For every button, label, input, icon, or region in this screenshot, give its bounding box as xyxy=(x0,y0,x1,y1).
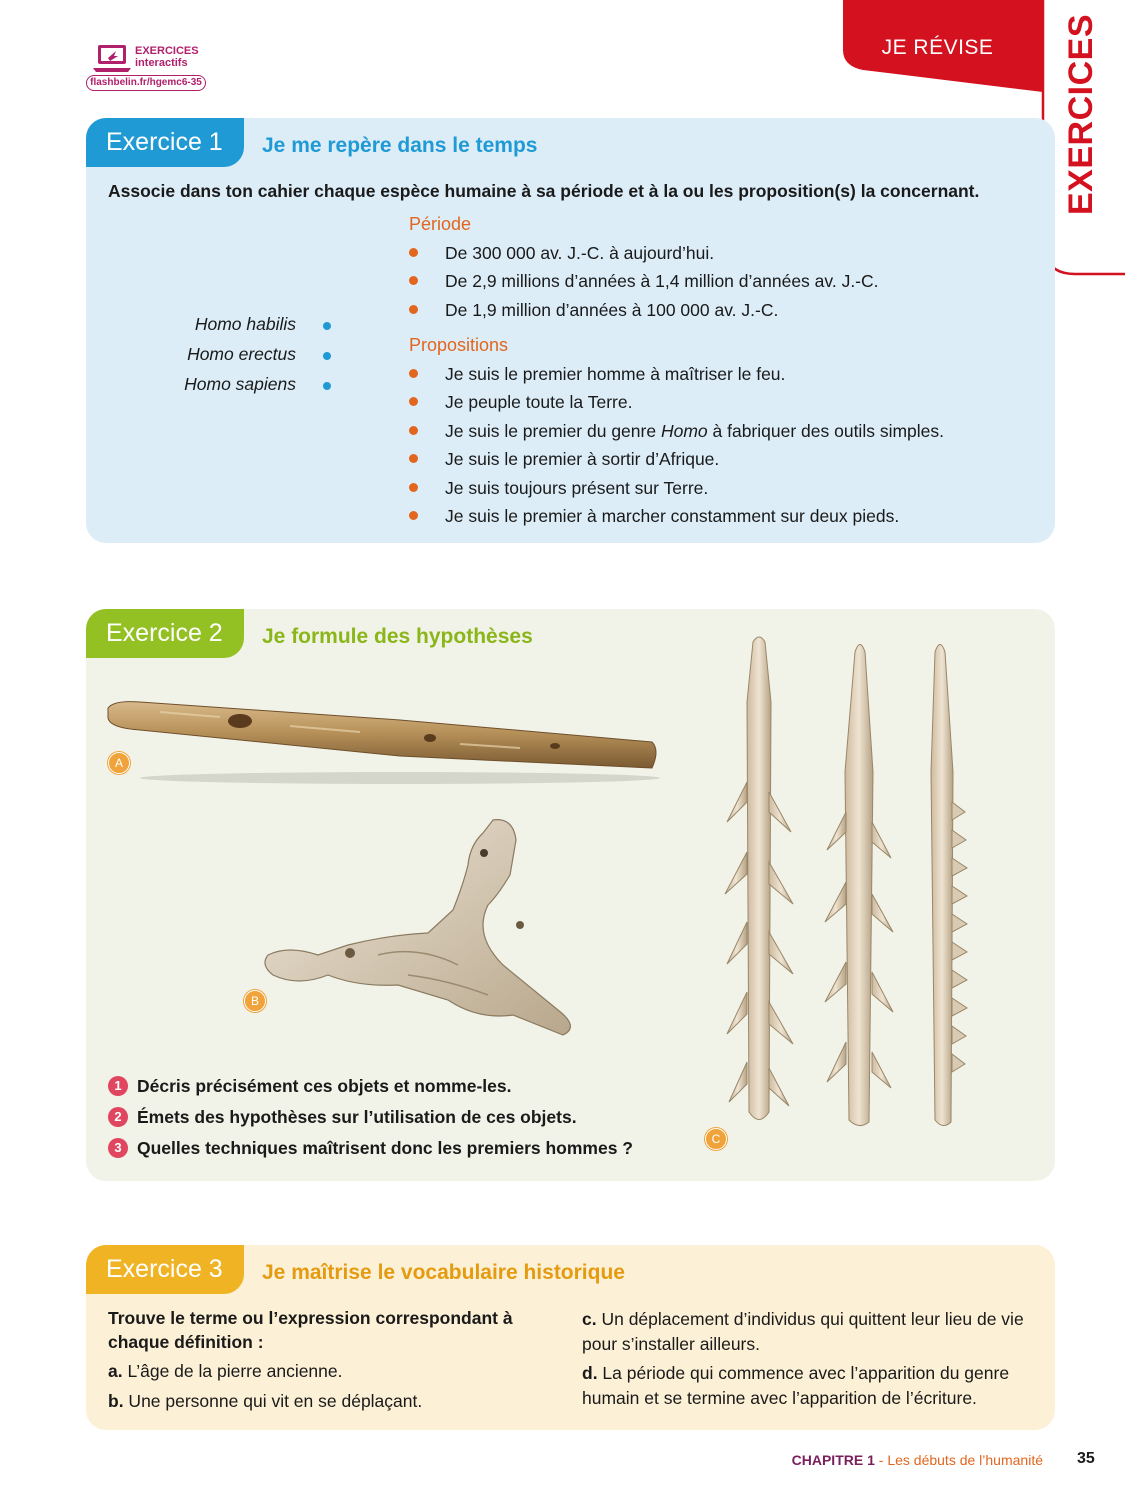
definition-b-letter: b. xyxy=(108,1391,124,1411)
side-exercices-title xyxy=(1060,14,1100,215)
period-item xyxy=(409,270,1029,298)
definition-a-letter: a. xyxy=(108,1361,123,1381)
proposition-text: Je suis le premier à marcher constamment sur deux pieds. xyxy=(445,505,900,526)
bullet xyxy=(409,369,418,378)
proposition-italic: Homo xyxy=(660,420,708,441)
bullet xyxy=(409,511,418,520)
question-number-3: 3 xyxy=(108,1138,128,1158)
definition-d-letter: d. xyxy=(582,1363,598,1383)
species-homo-habilis: Homo habilis xyxy=(194,314,296,334)
badge-line2: interactifs xyxy=(135,57,188,69)
label-a: A xyxy=(108,752,130,774)
period-heading: Période xyxy=(409,214,472,234)
period-text: De 300 000 av. J.-C. à aujourd’hui. xyxy=(445,243,715,263)
footer-chapter-title: Les débuts de l’humanité xyxy=(887,1452,1043,1468)
proposition-item xyxy=(409,448,1029,476)
bullet xyxy=(409,426,418,435)
definition-a-text: L’âge de la pierre ancienne. xyxy=(122,1361,343,1381)
label-c: C xyxy=(705,1128,727,1150)
exercise3-intro: Trouve le terme ou l’expression correspondant à chaque définition : xyxy=(108,1308,513,1352)
species-dot-2 xyxy=(323,352,331,360)
period-text: De 1,9 million d’années à 100 000 av. J.-C. xyxy=(445,299,779,320)
page-number: 35 xyxy=(1077,1450,1095,1467)
species-homo-sapiens: Homo sapiens xyxy=(184,374,296,394)
footer-chapter xyxy=(792,1452,1043,1468)
question-2: Émets des hypothèses sur l’utilisation de ces objets. xyxy=(137,1107,577,1127)
species-dot-3 xyxy=(323,382,331,390)
exercise1-instruction: Associe dans ton cahier chaque espèce humaine à sa période et à la ou les proposition(s) la concernant. xyxy=(108,181,980,201)
badge-line1: EXERCICES xyxy=(135,45,199,57)
period-text: De 2,9 millions d’années à 1,4 million d’années av. J.-C. xyxy=(445,271,879,292)
definition-c-letter: c. xyxy=(582,1309,597,1329)
bullet xyxy=(409,248,418,257)
propositions-heading: Propositions xyxy=(409,335,509,355)
question-number-2: 2 xyxy=(108,1107,128,1127)
footer-chapter-number: CHAPITRE 1 xyxy=(791,1452,875,1468)
period-item xyxy=(409,242,1029,270)
bullet xyxy=(409,454,418,463)
exercise1-tab: Exercice 1 xyxy=(86,118,244,167)
proposition-text: Je suis le premier homme à maîtriser le feu. xyxy=(445,364,786,384)
period-list xyxy=(409,242,1029,327)
bullet xyxy=(409,276,418,285)
bullet xyxy=(409,305,418,314)
exercise3-tab: Exercice 3 xyxy=(86,1245,244,1294)
proposition-item xyxy=(409,420,1029,448)
question-1: Décris précisément ces objets et nomme-les. xyxy=(137,1076,512,1096)
proposition-text: Je suis le premier à sortir d’Afrique. xyxy=(445,449,720,470)
definition-d xyxy=(582,1361,1037,1411)
proposition-text: Je suis le premier du genre xyxy=(445,420,661,441)
species-dot-1 xyxy=(323,322,331,330)
bone-flute-image xyxy=(100,690,665,790)
definition-a xyxy=(108,1360,548,1382)
bullet xyxy=(409,483,418,492)
propositions-list xyxy=(409,363,1029,533)
footer-separator: - xyxy=(874,1452,888,1468)
question-number-1: 1 xyxy=(108,1076,128,1096)
carved-spear-thrower-image xyxy=(258,815,583,1045)
label-b: B xyxy=(244,990,266,1012)
definition-b xyxy=(108,1390,548,1412)
definition-c-text: Un déplacement d’individus qui quittent leur lieu de vie pour s’installer ailleurs. xyxy=(582,1309,1024,1354)
exercise2-tab: Exercice 2 xyxy=(86,609,244,658)
proposition-text: Je suis toujours présent sur Terre. xyxy=(445,477,709,498)
exercise2-title: Je formule des hypothèses xyxy=(262,625,533,648)
species-homo-erectus: Homo erectus xyxy=(187,344,296,364)
proposition-item xyxy=(409,391,1029,419)
exercise1-title: Je me repère dans le temps xyxy=(262,134,538,157)
side-title-text: EXERCICES xyxy=(1062,14,1100,215)
proposition-item xyxy=(409,363,1029,391)
badge-url-link[interactable]: flashbelin.fr/hgemc6-35 xyxy=(86,75,206,91)
proposition-item xyxy=(409,505,1029,533)
interactive-exercises-label xyxy=(135,45,199,69)
definition-d-text: La période qui commence avec l’apparition du genre humain et se termine avec l’apparition de l’écriture. xyxy=(582,1363,1010,1408)
proposition-text: Je peuple toute la Terre. xyxy=(445,392,633,413)
laptop-icon xyxy=(92,44,132,74)
definition-b-text: Une personne qui vit en se déplaçant. xyxy=(123,1391,423,1411)
question-3: Quelles techniques maîtrisent donc les premiers hommes ? xyxy=(137,1138,633,1158)
bullet xyxy=(409,397,418,406)
je-revise-label: JE RÉVISE xyxy=(881,36,994,59)
period-item xyxy=(409,299,1029,327)
proposition-item xyxy=(409,477,1029,505)
exercise3-title: Je maîtrise le vocabulaire historique xyxy=(262,1261,625,1284)
proposition-text: à fabriquer des outils simples. xyxy=(707,420,945,441)
definition-c xyxy=(582,1307,1032,1357)
harpoons-image xyxy=(715,632,995,1132)
